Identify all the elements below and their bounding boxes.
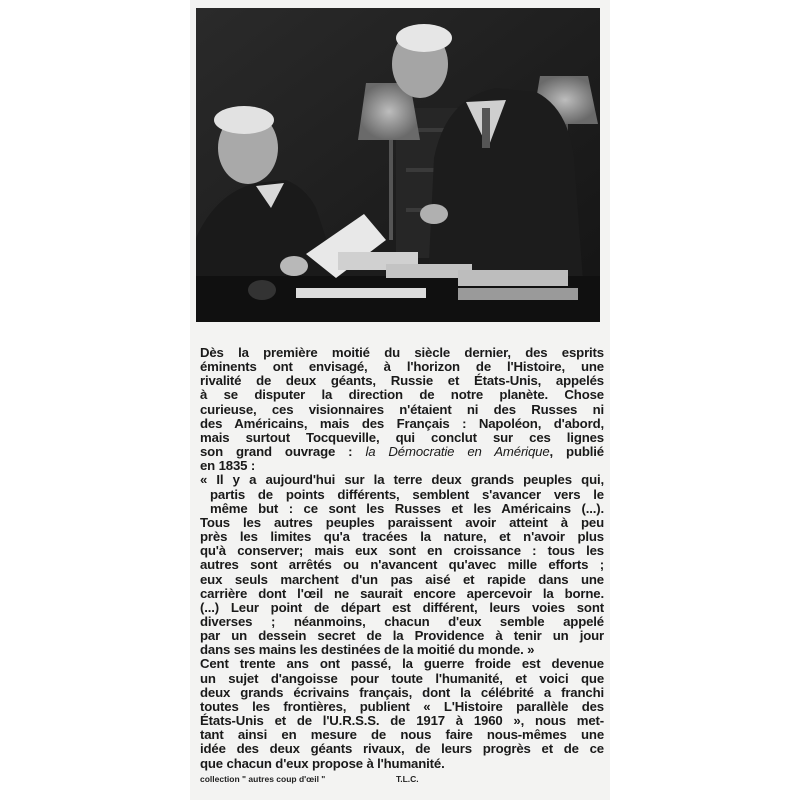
text-line: curieuse, ces visionnaires n'étaient ni des Russes ni [200,401,604,417]
text-line: qu'à conserver; mais eux sont en croissance : tous les [200,543,604,559]
back-cover-text [200,346,604,771]
text-line: eux seuls marchent d'un pas aisé et rapide dans une [200,571,604,587]
text-line: « Il y a aujourd'hui sur la terre deux grands peuples qui, [200,472,604,488]
text-line: rivalité de deux géants, Russie et États-Unis, appelés [200,373,604,389]
book-title-italic: la Démocratie en Amérique [365,444,550,460]
intro-paragraph [200,346,604,473]
text-line: États-Unis et de l'U.R.S.S. de 1917 à 1960 », nous met- [200,713,604,729]
text-line: par un dessein secret de la Providence à tenir un jour [200,628,604,644]
text-line: deux grands écrivains français, dont la célébrité a franchi [200,684,604,700]
publisher-initials: T.L.C. [396,774,419,784]
author-photograph [196,8,600,322]
text-line: carrière dont l'œil ne saurait encore apercevoir la borne. [200,585,604,601]
text-line: Tous les autres peuples paraissent avoir atteint à peu [200,514,604,530]
text-line: idée des deux géants rivaux, de leurs progrès et de ce [200,741,604,757]
text-line: autres sont arrêtés ou n'avancent qu'avec mille efforts ; [200,557,604,573]
text-line: Cent trente ans ont passé, la guerre froide est devenue [200,656,604,672]
text-line: diverses ; néanmoins, chacun d'eux semble appelé [200,613,604,629]
text-line: près les limites qu'a tracées la nature, et n'avoir plus [200,529,604,545]
text-line: éminents ont envisagé, à l'horizon de l'Histoire, une [200,359,604,375]
text-line: un sujet d'angoisse pour toute l'humanité, et voici que [200,670,604,686]
text-line: tant ainsi en mesure de nous faire nous-mêmes une [200,727,604,743]
text-line: mais surtout Tocqueville, qui conclut sur ces lignes [200,429,604,445]
text-line: toutes les frontières, publient « L'Histoire parallèle des [200,698,604,714]
tocqueville-quote [200,473,604,657]
text-line: Dès la première moitié du siècle dernier, des esprits [200,345,604,360]
text-line: à se disputer la direction de notre planète. Chose [200,387,604,403]
text-line: même but : ce sont les Russes et les Américains (...). [210,500,604,516]
photo-illustration [196,8,600,322]
text-line: dans ses mains les destinées de la moitié du monde. » [200,642,535,658]
text-segment: , publié [549,444,604,460]
text-line: partis de points différents, semblent s'avancer vers le [210,486,604,502]
text-line: que chacun d'eux propose à l'humanité. [200,755,445,771]
text-segment: son grand ouvrage : [200,444,366,460]
collection-name: collection " autres coup d'œil " [200,774,326,784]
closing-paragraph [200,657,604,770]
text-line: en 1835 : [200,458,256,474]
text-line: (...) Leur point de départ est différent, leurs voies sont [200,599,604,615]
text-line: des Américains, mais des Français : Napoléon, d'abord, [200,415,604,431]
colophon-footer [200,774,604,788]
text-line [200,445,604,459]
